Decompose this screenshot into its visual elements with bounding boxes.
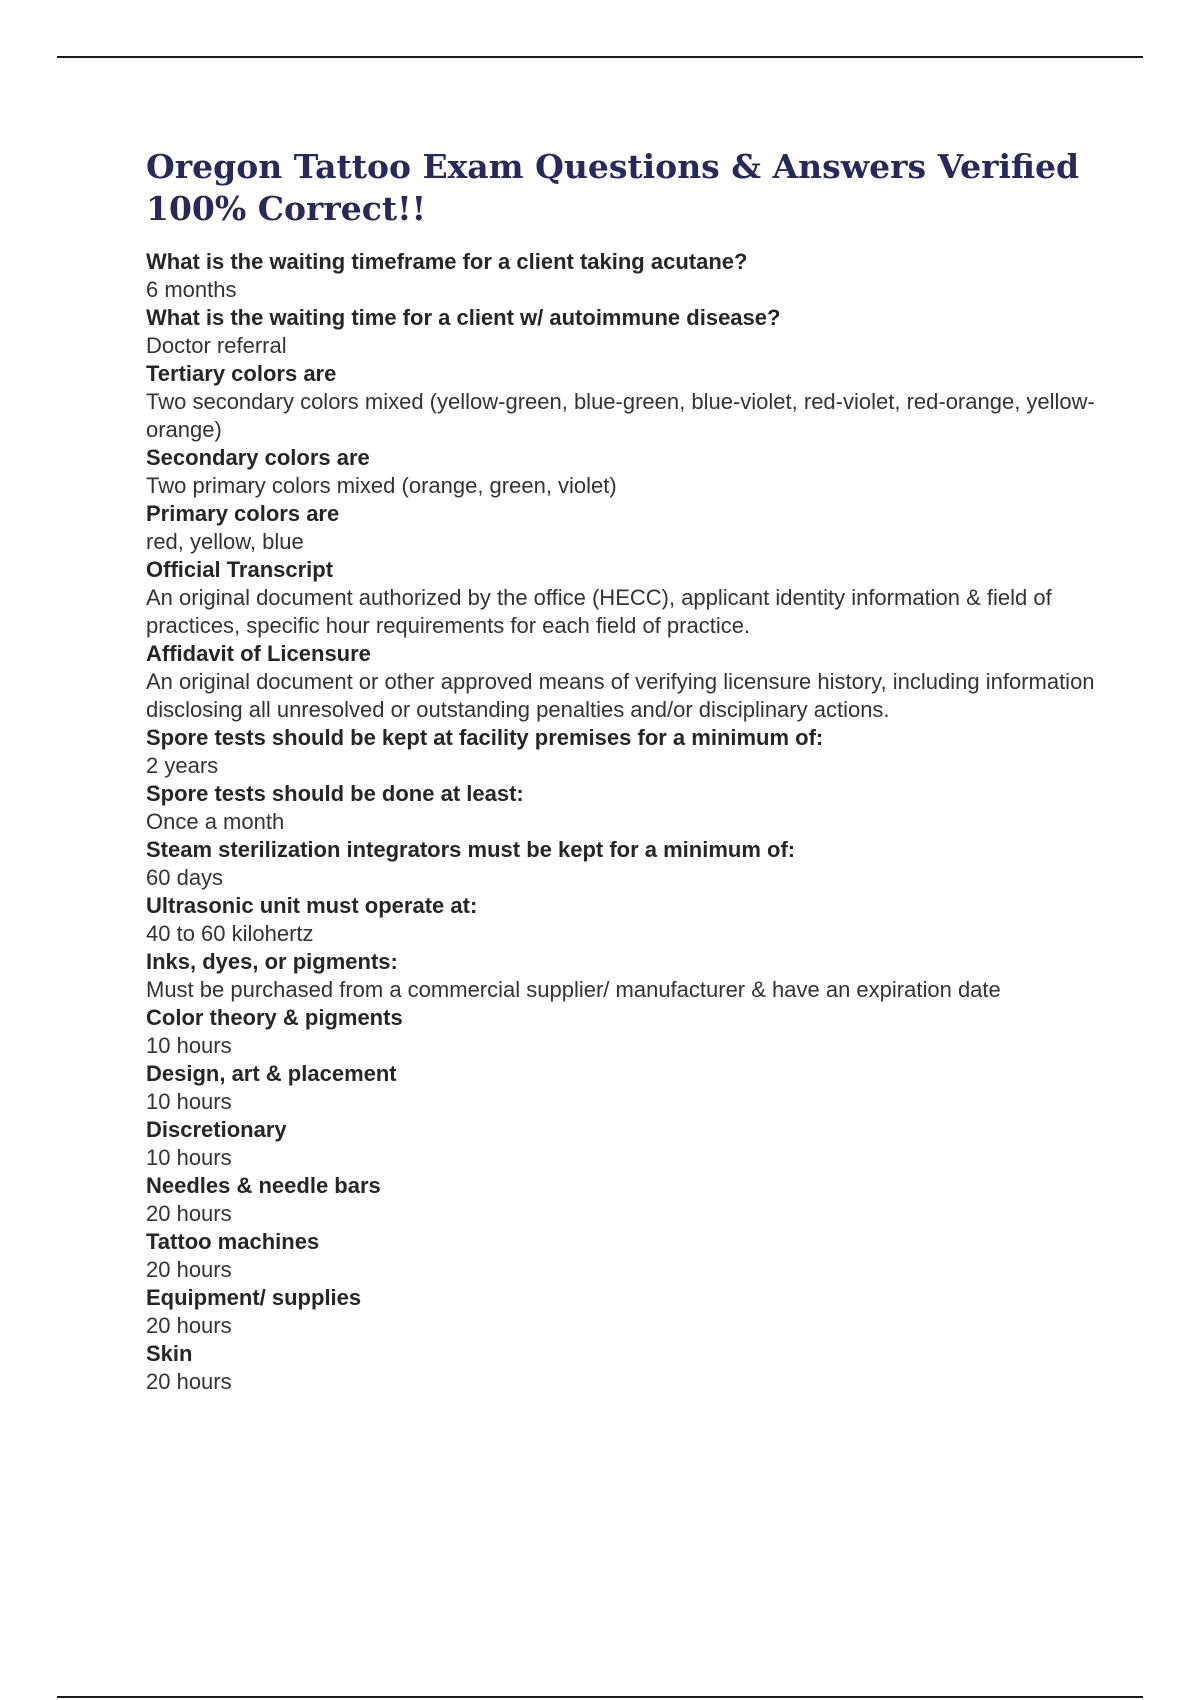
question: Color theory & pigments bbox=[146, 1005, 403, 1030]
qa-item bbox=[146, 948, 1096, 1004]
answer: 20 hours bbox=[146, 1257, 232, 1282]
question: Equipment/ supplies bbox=[146, 1285, 362, 1310]
question: Skin bbox=[146, 1341, 193, 1366]
qa-item bbox=[146, 304, 1096, 360]
question: Spore tests should be done at least: bbox=[146, 781, 524, 806]
answer: 6 months bbox=[146, 277, 237, 302]
document-title: Oregon Tattoo Exam Questions & Answers Verified 100% Correct!! bbox=[146, 147, 1080, 228]
qa-item bbox=[146, 780, 1096, 836]
qa-item bbox=[146, 444, 1096, 500]
question: What is the waiting time for a client w/ autoimmune disease? bbox=[146, 305, 781, 330]
question: Needles & needle bars bbox=[146, 1173, 381, 1198]
qa-item bbox=[146, 556, 1096, 640]
bottom-divider bbox=[57, 1696, 1143, 1698]
qa-item bbox=[146, 640, 1096, 724]
answer: 10 hours bbox=[146, 1089, 232, 1114]
qa-item bbox=[146, 836, 1096, 892]
qa-item bbox=[146, 1116, 1096, 1172]
qa-item bbox=[146, 1060, 1096, 1116]
qa-item bbox=[146, 1228, 1096, 1284]
question: Steam sterilization integrators must be kept for a minimum of: bbox=[146, 837, 796, 862]
question: Discretionary bbox=[146, 1117, 287, 1142]
question: Spore tests should be kept at facility premises for a minimum of: bbox=[146, 725, 824, 750]
answer: An original document authorized by the office (HECC), applicant identity information & field of practices, specific hour requirements for each field of practice. bbox=[146, 585, 1052, 638]
qa-item bbox=[146, 248, 1096, 304]
question: Ultrasonic unit must operate at: bbox=[146, 893, 478, 918]
qa-item bbox=[146, 892, 1096, 948]
answer: Doctor referral bbox=[146, 333, 287, 358]
answer: 20 hours bbox=[146, 1313, 232, 1338]
qa-item bbox=[146, 1004, 1096, 1060]
qa-list bbox=[146, 248, 1096, 1396]
question: Inks, dyes, or pigments: bbox=[146, 949, 398, 974]
qa-item bbox=[146, 1172, 1096, 1228]
answer: 20 hours bbox=[146, 1369, 232, 1394]
answer: Two primary colors mixed (orange, green, violet) bbox=[146, 473, 617, 498]
qa-item bbox=[146, 1340, 1096, 1396]
top-divider bbox=[57, 56, 1143, 58]
answer: Once a month bbox=[146, 809, 285, 834]
answer: 20 hours bbox=[146, 1201, 232, 1226]
question: Tertiary colors are bbox=[146, 361, 337, 386]
answer: An original document or other approved means of verifying licensure history, including information disclosing all unresolved or outstanding penalties and/or disciplinary actions. bbox=[146, 669, 1095, 722]
answer: 10 hours bbox=[146, 1033, 232, 1058]
answer: Must be purchased from a commercial supplier/ manufacturer & have an expiration date bbox=[146, 977, 1001, 1002]
question: Tattoo machines bbox=[146, 1229, 320, 1254]
qa-item bbox=[146, 360, 1096, 444]
qa-item bbox=[146, 1284, 1096, 1340]
answer: Two secondary colors mixed (yellow-green, blue-green, blue-violet, red-violet, red-orange, yellow-orange) bbox=[146, 389, 1095, 442]
question: Design, art & placement bbox=[146, 1061, 397, 1086]
question: Official Transcript bbox=[146, 557, 334, 582]
question: What is the waiting timeframe for a client taking acutane? bbox=[146, 249, 748, 274]
question: Affidavit of Licensure bbox=[146, 641, 371, 666]
qa-item bbox=[146, 500, 1096, 556]
answer: 2 years bbox=[146, 753, 219, 778]
document-body bbox=[146, 146, 1096, 1396]
answer: 60 days bbox=[146, 865, 224, 890]
question: Secondary colors are bbox=[146, 445, 370, 470]
question: Primary colors are bbox=[146, 501, 340, 526]
answer: 10 hours bbox=[146, 1145, 232, 1170]
answer: 40 to 60 kilohertz bbox=[146, 921, 314, 946]
answer: red, yellow, blue bbox=[146, 529, 304, 554]
qa-item bbox=[146, 724, 1096, 780]
